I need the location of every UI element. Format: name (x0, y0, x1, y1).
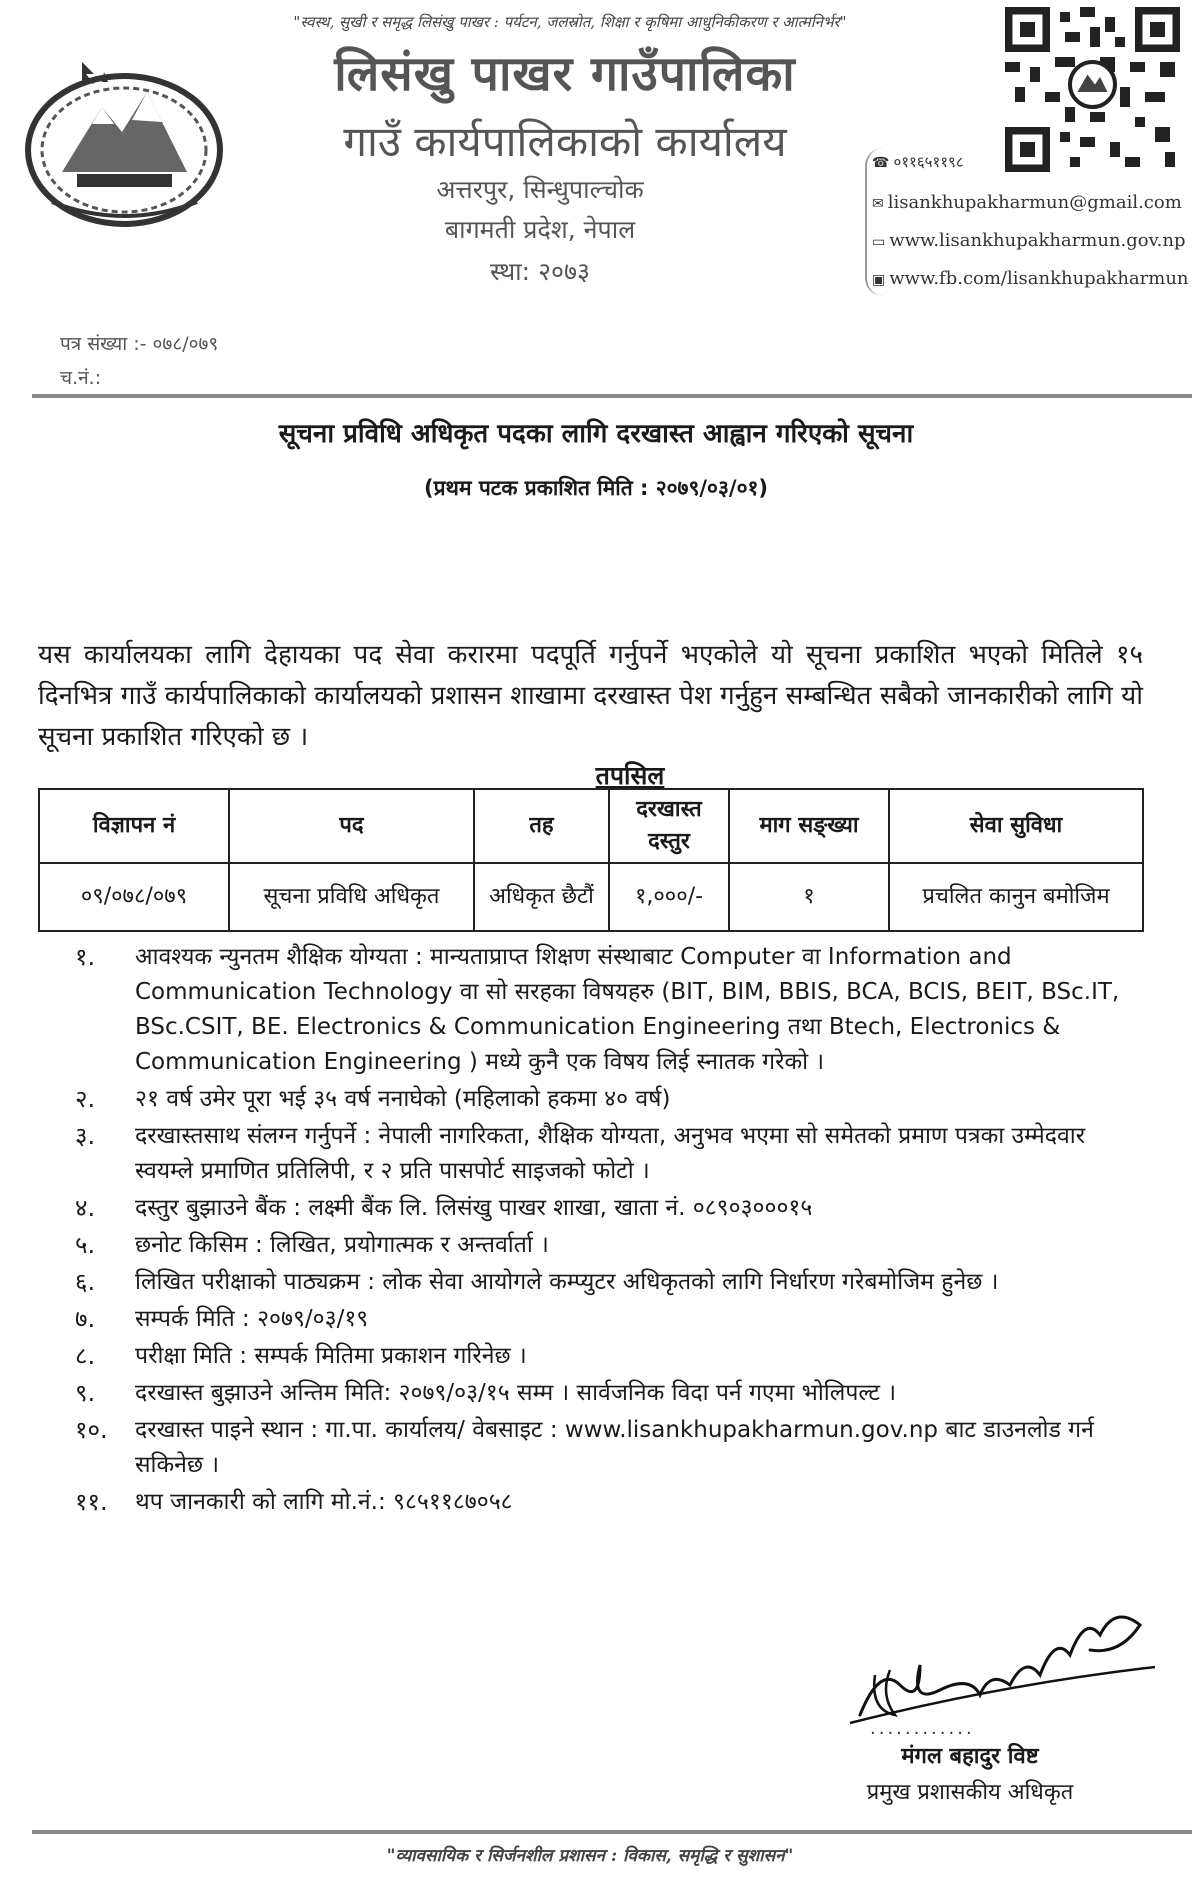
contact-email[interactable]: ✉ lisankhupakharmun@gmail.com (872, 192, 1182, 213)
th-fee: दरखास्त दस्तुर (609, 789, 729, 863)
address-line-2: बागमती प्रदेश, नेपाल (444, 215, 636, 244)
th-position: पद (229, 789, 474, 863)
notice-publish-date: (प्रथम पटक प्रकाशित मिति : २०७९/०३/०१) (423, 476, 769, 500)
table-header-row (39, 789, 1143, 863)
contact-facebook[interactable]: ▣ www.fb.com/lisankhupakharmun (872, 268, 1189, 289)
footer-divider (32, 1830, 1192, 1834)
list-item: १०. दरखास्त पाइने स्थान : गा.पा. कार्यालय/ वेबसाइट : www.lisankhupakharmun.gov.np बाट डाउनलोड गर्न सकिनेछ । (75, 1416, 1094, 1478)
td-position: सूचना प्रविधि अधिकृत (229, 863, 474, 931)
municipality-title: लिसंखु पाखर गाउँपालिका (334, 46, 796, 102)
th-level: तह (474, 789, 609, 863)
requirements-list (75, 940, 1150, 1522)
letter-number: पत्र संख्या :- ०७८/०७९ (60, 333, 219, 355)
dispatch-number: च.नं.: (60, 367, 102, 389)
signature-line: ............ (870, 1718, 975, 1739)
office-subtitle: गाउँ कार्यपालिकाको कार्यालय (343, 117, 787, 166)
td-fee: १,०००/- (609, 863, 729, 931)
signer-name: मंगल बहादुर विष्ट (901, 1744, 1039, 1769)
td-demand: १ (729, 863, 889, 931)
address-line-1: अत्तरपुर, सिन्धुपाल्चोक (436, 175, 644, 204)
header-motto: "स्वस्थ, सुखी र समृद्ध लिसंखु पाखर : पर्यटन, जलस्रोत, शिक्षा र कृषिमा आधुनिकीकरण र आत्मनिर्भर" (293, 13, 847, 31)
web-icon: ▭ (872, 234, 886, 250)
list-item: ९. दरखास्त बुझाउने अन्तिम मिति: २०७९/०३/१५ सम्म । सार्वजनिक विदा पर्न गएमा भोलिपल्ट । (75, 1379, 897, 1407)
list-item: २. २१ वर्ष उमेर पूरा भई ३५ वर्ष ननाघेको (महिलाको हकमा ४० वर्ष) (75, 1085, 671, 1113)
list-item: ६. लिखित परीक्षाको पाठ्यक्रम : लोक सेवा आयोगले कम्प्युटर अधिकृतको लागि निर्धारण गरेबमोजिम हुनेछ । (75, 1268, 999, 1296)
table-row (39, 863, 1143, 931)
list-item: ३. दरखास्तसाथ संलग्न गर्नुपर्ने : नेपाली नागरिकता, शैक्षिक योग्यता, अनुभव भएमा सो समेतको प्रमाण पत्रका उम्मेदवार स्वयम्ले प्रमाणित प्रतिलिपी, र २ प्रति पासपोर्ट साइजको फोटो । (75, 1122, 1086, 1184)
list-item: ७. सम्पर्क मिति : २०७९/०३/१९ (75, 1305, 369, 1333)
signature-image (840, 1575, 1160, 1725)
contact-phone: ☎ ०११६५११९८ (872, 153, 964, 171)
list-item: ८. परीक्षा मिति : सम्पर्क मितिमा प्रकाशन गरिनेछ । (75, 1342, 527, 1370)
list-item: ४. दस्तुर बुझाउने बैंक : लक्ष्मी बैंक लि. लिसंखु पाखर शाखा, खाता नं. ०८९०३०००१५ (75, 1194, 813, 1222)
established-year: स्था: २०७३ (489, 257, 591, 286)
vacancy-table (38, 788, 1144, 932)
contact-website[interactable]: ▭ www.lisankhupakharmun.gov.np (872, 230, 1186, 251)
signer-title: प्रमुख प्रशासकीय अधिकृत (866, 1780, 1074, 1805)
nepal-emblem-logo (22, 52, 227, 232)
phone-icon: ☎ (872, 155, 890, 171)
footer-motto: "व्यावसायिक र सिर्जनशील प्रशासन : विकास, समृद्धि र सुशासन" (386, 1846, 794, 1866)
email-icon: ✉ (872, 196, 884, 212)
notice-body: यस कार्यालयका लागि देहायका पद सेवा करारमा पदपूर्ति गर्नुपर्ने भएकोले यो सूचना प्रकाशित भएको मितिले १५ दिनभित्र गाउँ कार्यपालिकाको कार्यालयको प्रशासन शाखामा दरखास्त पेश गर्नुहुन सम्बन्धित सबैको जानकारीको लागि यो सूचना प्रकाशित गरिएको छ । (38, 640, 1143, 752)
td-level: अधिकृत छैटौं (474, 863, 609, 931)
th-demand: माग सङ्ख्या (729, 789, 889, 863)
list-item: ११. थप जानकारी को लागि मो.नं.: ९८५११८७०५८ (75, 1488, 513, 1516)
th-facility: सेवा सुविधा (889, 789, 1143, 863)
th-advert-no: विज्ञापन नं (39, 789, 229, 863)
list-item: ५. छनोट किसिम : लिखित, प्रयोगात्मक र अन्तर्वार्ता । (75, 1231, 549, 1259)
facebook-icon: ▣ (872, 272, 886, 288)
schedule-heading: तपसिल (595, 761, 665, 790)
td-advert-no: ०९/०७८/०७९ (39, 863, 229, 931)
header-divider (32, 394, 1192, 398)
notice-title: सूचना प्रविधि अधिकृत पदका लागि दरखास्त आह्वान गरिएको सूचना (278, 419, 914, 449)
td-facility: प्रचलित कानुन बमोजिम (889, 863, 1143, 931)
list-item: १. आवश्यक न्युनतम शैक्षिक योग्यता : मान्यताप्राप्त शिक्षण संस्थाबाट Computer वा Information and Communication Technology वा सो सरहका विषयहरु (BIT, BIM, BBIS, BCA, BCIS, BEIT, BSc.IT, BSc.CSIT, BE. Electronics & Communication Engineering तथा Btech, Electronics & Communication Engineering ) मध्ये कुनै एक विषय लिई स्नातक गरेको । (75, 943, 1120, 1075)
